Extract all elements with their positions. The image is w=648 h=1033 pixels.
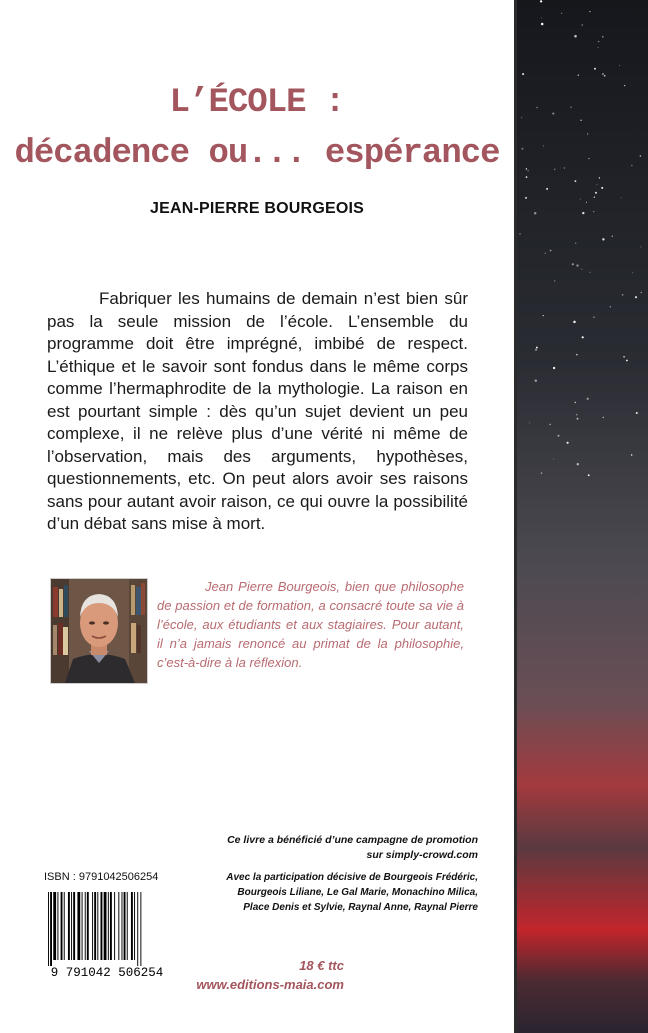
barcode <box>44 890 170 978</box>
participants-line-3: Place Denis et Sylvie, Raynal Anne, Raynal Pierre <box>243 902 478 913</box>
author-photo <box>50 578 148 684</box>
participants-line-1: Avec la participation décisive de Bourgeois Frédéric, <box>226 872 478 883</box>
isbn-label: ISBN : 9791042506254 <box>44 871 159 883</box>
author-bio: Jean Pierre Bourgeois, bien que philosophe de passion et de formation, a consacré toute sa vie à l’école, aux étudiants et aux stagiaires. Pour autant, il n’a jamais renoncé au primat de la philosophie, c’est-à-dire à la réflexion. <box>157 579 464 670</box>
book-title-line-1: L’ÉCOLE : <box>169 84 345 122</box>
promotion-note <box>214 833 478 863</box>
participants-note <box>214 870 478 915</box>
promotion-line-1: Ce livre a bénéficié d’une campagne de promotion <box>227 834 478 846</box>
participants-line-2: Bourgeois Liliane, Le Gal Marie, Monachino Milica, <box>237 887 478 898</box>
author-name: JEAN-PIERRE BOURGEOIS <box>149 200 364 217</box>
book-title-line-2: décadence ou... espérance <box>14 135 500 173</box>
promotion-line-2: sur simply-crowd.com <box>366 849 478 861</box>
night-sky-image <box>514 0 648 1033</box>
book-summary: Fabriquer les humains de demain n’est bien sûr pas la seule mission de l’école. L’ensemble du programme doit être imprégné, imbibé de respect. L’éthique et le savoir sont fondus dans le même corps comme l’hermaphrodite de la mythologie. La raison en est pourtant simple : dès qu’un sujet devient un peu complexe, il ne relève plus d’une vérité ni même de l’observation, mais des arguments, hypothèses, questionnements, etc. On peut alors avoir ses raisons sans pour autant avoir raison, ce qui ouvre la possibilité d’un débat sans mise à mort. <box>47 289 468 533</box>
barcode-digits: 9 791042 506254 <box>50 966 164 978</box>
publisher-website[interactable]: www.editions-maia.com <box>196 977 344 992</box>
price: 18 € ttc <box>299 958 344 973</box>
